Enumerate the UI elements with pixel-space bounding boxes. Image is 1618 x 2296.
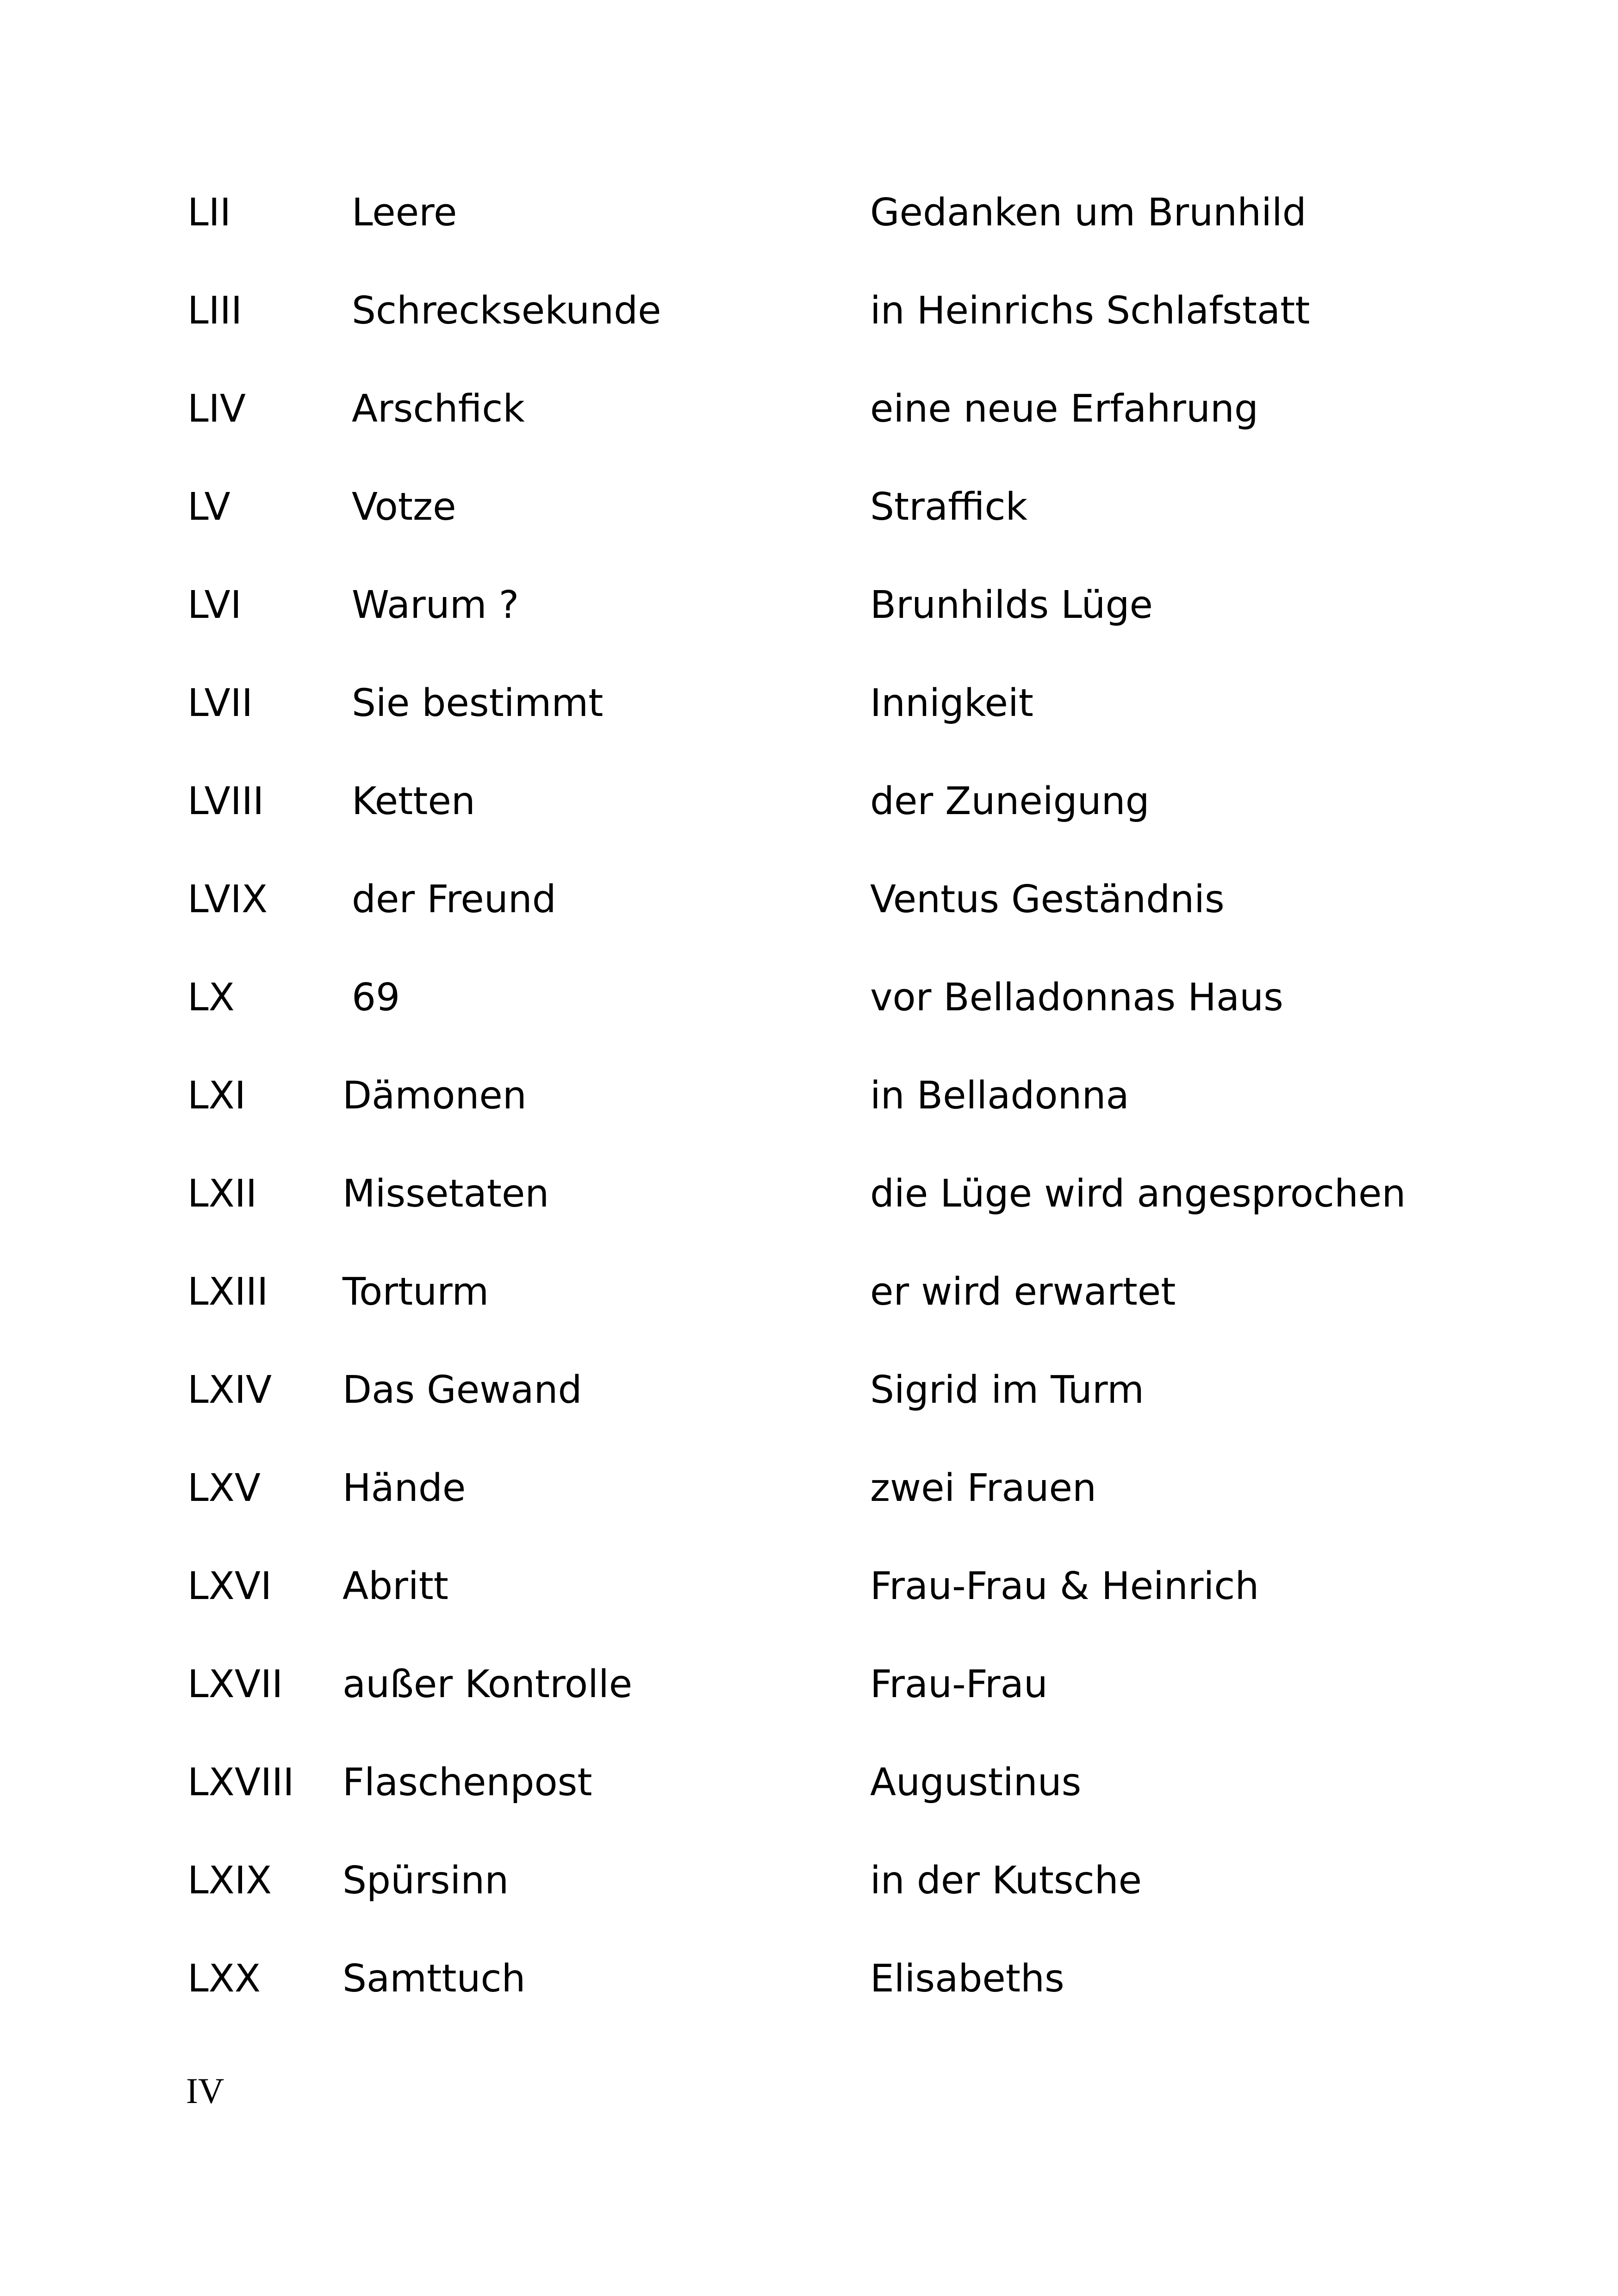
chapter-number: LVIX: [187, 877, 268, 921]
chapter-number: LVII: [187, 681, 253, 725]
chapter-number: LV: [187, 485, 230, 529]
page-number: IV: [186, 2071, 224, 2111]
chapter-subtitle: in Heinrichs Schlafstatt: [870, 289, 1310, 333]
chapter-number: LXI: [187, 1074, 246, 1118]
chapter-title: Missetaten: [342, 1172, 549, 1216]
toc-row: [0, 863, 1618, 937]
chapter-title: Arschfick: [352, 387, 525, 431]
chapter-title: Votze: [352, 485, 456, 529]
chapter-subtitle: zwei Frauen: [870, 1466, 1096, 1510]
chapter-number: LXII: [187, 1172, 257, 1216]
toc-row: [0, 1157, 1618, 1231]
chapter-title: Ketten: [352, 779, 475, 823]
chapter-subtitle: Innigkeit: [870, 681, 1033, 725]
chapter-title: Leere: [352, 191, 457, 235]
toc-row: [0, 666, 1618, 740]
chapter-number: LXIX: [187, 1859, 272, 1903]
chapter-title: Warum ?: [352, 583, 519, 627]
chapter-number: LXV: [187, 1466, 261, 1510]
chapter-title: Hände: [342, 1466, 466, 1510]
chapter-title: Torturm: [342, 1270, 489, 1314]
chapter-title: Das Gewand: [342, 1368, 582, 1412]
chapter-number: LX: [187, 976, 235, 1020]
chapter-title: außer Kontrolle: [342, 1662, 633, 1706]
toc-row: [0, 1353, 1618, 1427]
chapter-subtitle: er wird erwartet: [870, 1270, 1176, 1314]
chapter-title: Dämonen: [342, 1074, 527, 1118]
chapter-subtitle: Gedanken um Brunhild: [870, 191, 1307, 235]
chapter-number: LXVI: [187, 1564, 272, 1608]
toc-row: [0, 176, 1618, 250]
toc-row: [0, 1942, 1618, 2016]
chapter-subtitle: Augustinus: [870, 1761, 1082, 1804]
chapter-subtitle: in Belladonna: [870, 1074, 1129, 1118]
chapter-subtitle: Frau-Frau & Heinrich: [870, 1564, 1259, 1608]
toc-row: [0, 1255, 1618, 1329]
chapter-number: LVI: [187, 583, 242, 627]
chapter-title: Abritt: [342, 1564, 448, 1608]
toc-row: [0, 1746, 1618, 1820]
toc-row: [0, 961, 1618, 1035]
chapter-subtitle: vor Belladonnas Haus: [870, 976, 1283, 1020]
chapter-subtitle: in der Kutsche: [870, 1859, 1142, 1903]
chapter-subtitle: Frau-Frau: [870, 1662, 1048, 1706]
toc-row: [0, 372, 1618, 446]
chapter-number: LXIV: [187, 1368, 272, 1412]
chapter-title: Sie bestimmt: [352, 681, 604, 725]
toc-row: [0, 1059, 1618, 1133]
toc-row: [0, 1549, 1618, 1624]
chapter-number: LIV: [187, 387, 246, 431]
toc-row: [0, 1648, 1618, 1722]
chapter-title: Schrecksekunde: [352, 289, 661, 333]
chapter-title: Flaschenpost: [342, 1761, 592, 1804]
toc-row: [0, 765, 1618, 839]
chapter-number: LXVIII: [187, 1761, 294, 1804]
toc-row: [0, 1844, 1618, 1918]
chapter-number: LVIII: [187, 779, 264, 823]
chapter-subtitle: die Lüge wird angesprochen: [870, 1172, 1406, 1216]
chapter-subtitle: Ventus Geständnis: [870, 877, 1225, 921]
chapter-subtitle: Sigrid im Turm: [870, 1368, 1144, 1412]
chapter-subtitle: der Zuneigung: [870, 779, 1150, 823]
chapter-number: LIII: [187, 289, 243, 333]
chapter-subtitle: Straffick: [870, 485, 1028, 529]
chapter-number: LXX: [187, 1957, 261, 2001]
toc-row: [0, 274, 1618, 348]
chapter-subtitle: Elisabeths: [870, 1957, 1064, 2001]
chapter-title: der Freund: [352, 877, 556, 921]
chapter-number: LXVII: [187, 1662, 283, 1706]
toc-row: [0, 1451, 1618, 1525]
chapter-title: Spürsinn: [342, 1859, 509, 1903]
toc-row: [0, 568, 1618, 642]
chapter-subtitle: Brunhilds Lüge: [870, 583, 1153, 627]
chapter-number: LII: [187, 191, 231, 235]
chapter-subtitle: eine neue Erfahrung: [870, 387, 1258, 431]
chapter-number: LXIII: [187, 1270, 268, 1314]
toc-row: [0, 470, 1618, 544]
chapter-title: Samttuch: [342, 1957, 526, 2001]
chapter-title: 69: [352, 976, 400, 1020]
